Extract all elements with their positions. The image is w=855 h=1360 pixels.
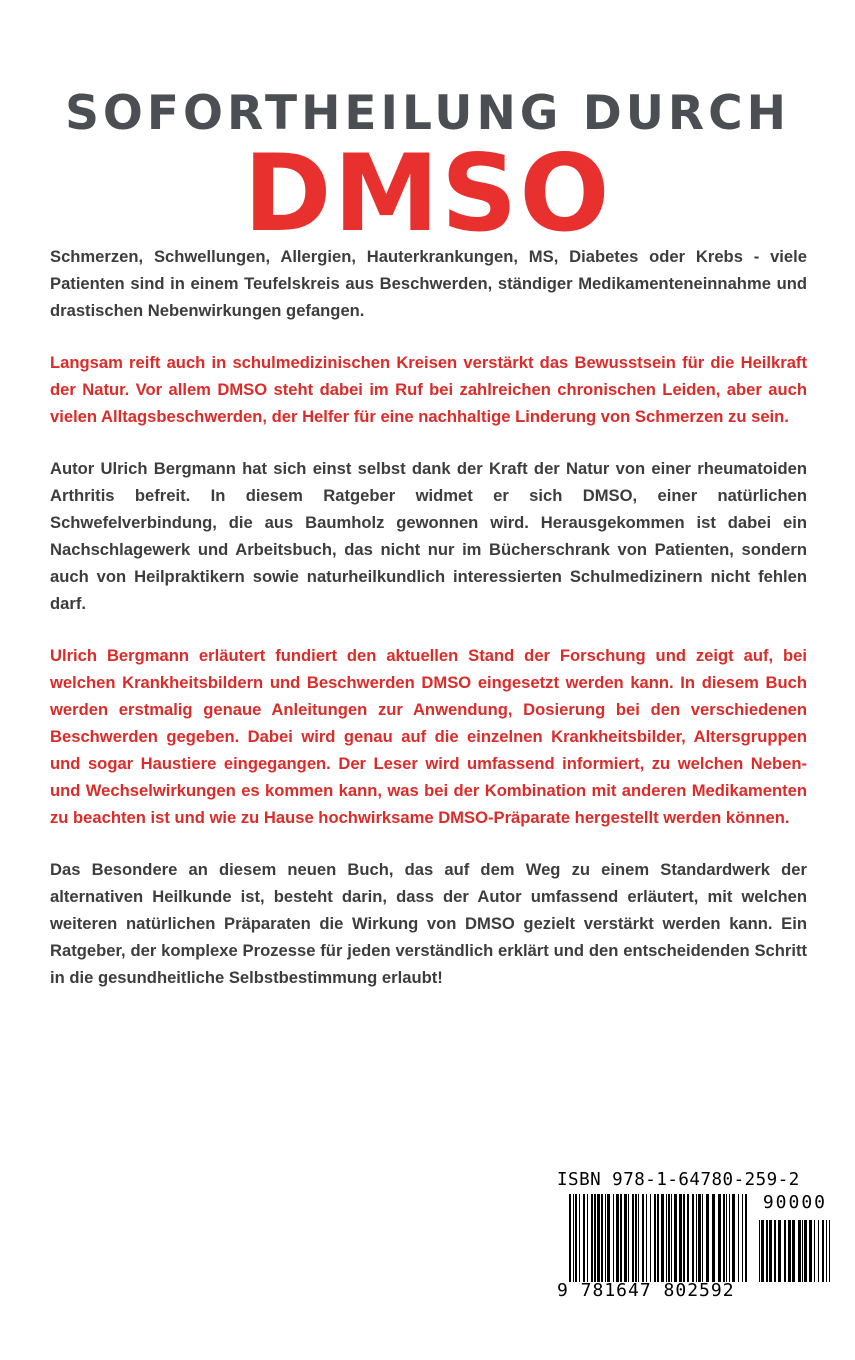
barcode-bar [729, 1194, 730, 1282]
barcode-bar [671, 1194, 672, 1282]
barcode-bar [718, 1194, 721, 1282]
barcode-digits: 9 781647 802592 [557, 1280, 735, 1301]
barcode-bar [788, 1220, 791, 1282]
barcode-bar [702, 1194, 703, 1282]
barcode-bar [646, 1194, 647, 1282]
barcode-bar [601, 1194, 603, 1282]
barcode-bar [650, 1194, 651, 1282]
barcode-bar [620, 1194, 622, 1282]
barcode-bar [738, 1194, 739, 1282]
barcode-bar [668, 1194, 670, 1282]
barcode-bar [778, 1220, 781, 1282]
barcode-bar [698, 1194, 701, 1282]
barcode-bar [687, 1194, 689, 1282]
paragraph-1: Schmerzen, Schwellungen, Allergien, Hauterkrankungen, MS, Diabetes oder Krebs - viele Patienten sind in einem Teufelskreis aus Beschwerden, ständiger Medikamenteneinnahme und drastischen Nebenwirkungen gefangen. [50, 247, 807, 320]
barcode-bar [661, 1194, 664, 1282]
barcode-bar [616, 1194, 619, 1282]
barcode-bar [624, 1194, 627, 1282]
barcode-bar [607, 1194, 610, 1282]
barcode-bar [666, 1194, 667, 1282]
barcode-bar [632, 1194, 634, 1282]
price-addon: 90000 [762, 1192, 827, 1213]
barcode-bar [759, 1220, 760, 1282]
barcode-bar [674, 1194, 677, 1282]
isbn-barcode [557, 1168, 833, 1304]
barcode-bar [723, 1194, 725, 1282]
barcode-bar [742, 1194, 743, 1282]
barcode-bar [745, 1194, 747, 1282]
barcode-bar [792, 1220, 795, 1282]
barcode-bar [829, 1220, 830, 1282]
barcode-bar [657, 1194, 659, 1282]
barcode-bar [766, 1220, 768, 1282]
barcode-bar [587, 1194, 588, 1282]
barcode-bar [591, 1194, 593, 1282]
barcode-bar [826, 1220, 827, 1282]
barcode-bar [802, 1220, 803, 1282]
barcode-bar [706, 1194, 709, 1282]
barcode-bar [613, 1194, 614, 1282]
barcode-bar [638, 1194, 639, 1282]
barcode-bar [732, 1194, 735, 1282]
barcode-bar [654, 1194, 656, 1282]
barcode-bar [642, 1194, 644, 1282]
barcode-bar [809, 1220, 812, 1282]
barcode-bar [692, 1194, 694, 1282]
barcode-bar [822, 1220, 824, 1282]
blurb [50, 243, 807, 1016]
barcode-bar [696, 1194, 697, 1282]
isbn-text: ISBN 978-1-64780-259-2 [557, 1170, 800, 1190]
paragraph-3: Autor Ulrich Bergmann hat sich einst selbst dank der Kraft der Natur von einer rheumatoiden Arthritis befreit. In diesem Ratgeber widmet er sich DMSO, einer natürlichen Schwefelverbindung, die aus Baumholz gewonnen wird. Herausgekommen ist dabei ein Nachschlagewerk und Arbeitsbuch, das nicht nur im Bücherschrank von Patienten, sondern auch von Heilpraktikern sowie naturheilkundlich interessierten Schulmedizinern nicht fehlen darf. [50, 459, 807, 613]
barcode-bar [605, 1194, 606, 1282]
barcode-bar [569, 1194, 571, 1282]
barcode-bar [774, 1220, 776, 1282]
barcode-bar [761, 1220, 764, 1282]
barcode-bar [784, 1220, 786, 1282]
paragraph-4: Ulrich Bergmann erläutert fundiert den aktuellen Stand der Forschung und zeigt auf, bei welchen Krankheitsbildern und Beschwerden DMSO eingesetzt werden kann. In diesem Buch werden erstmalig genaue Anleitungen zur Anwendung, Dosierung bei den verschiedenen Beschwerden gegeben. Dabei wird genau auf die einzelnen Krankheitsbilder, Altersgruppen und sogar Haustiere eingegangen. Der Leser wird umfassend informiert, zu welchen Neben- und Wechselwirkungen es kommen kann, was bei der Kombination mit anderen Medikamenten zu beachten ist und wie zu Hause hochwirksame DMSO-Präparate hergestellt werden können. [50, 646, 807, 827]
barcode-bar [726, 1194, 727, 1282]
barcode-bar [579, 1194, 580, 1282]
barcode-bar [583, 1194, 585, 1282]
barcode-bar [628, 1194, 629, 1282]
barcode-bar [804, 1220, 807, 1282]
barcode-bar [814, 1220, 815, 1282]
barcode-bar [597, 1194, 600, 1282]
barcode-bar [575, 1194, 577, 1282]
title-dmso: DMSO [243, 132, 612, 255]
barcode-bar [635, 1194, 637, 1282]
barcode-bar [818, 1220, 819, 1282]
paragraph-2: Langsam reift auch in schulmedizinischen Kreisen verstärkt das Bewusstsein für die Heilkraft der Natur. Vor allem DMSO steht dabei im Ruf bei zahlreichen chronischen Leiden, aber auch vielen Alltagsbeschwerden, der Helfer für eine nachhaltige Linderung von Schmerzen zu sein. [50, 353, 807, 426]
barcode-bar [573, 1194, 574, 1282]
barcode-bar [679, 1194, 682, 1282]
barcode-bar [594, 1194, 596, 1282]
barcode-bar [712, 1194, 715, 1282]
title-line-1: SOFORTHEILUNG DURCH [65, 86, 790, 141]
barcode-bar [769, 1220, 772, 1282]
barcode-bar [683, 1194, 685, 1282]
barcode-bar [798, 1220, 801, 1282]
paragraph-5: Das Besondere an diesem neuen Buch, das auf dem Weg zu einem Standardwerk der alternativen Heilkunde ist, besteht darin, dass der Autor umfassend erläutert, mit welchen weiteren natürlichen Präparaten die Wirkung von DMSO gezielt verstärkt werden kann. Ein Ratgeber, der komplexe Prozesse für jeden verständlich erklärt und den entscheidenden Schritt in die gesundheitliche Selbstbestimmung erlaubt! [50, 860, 807, 987]
